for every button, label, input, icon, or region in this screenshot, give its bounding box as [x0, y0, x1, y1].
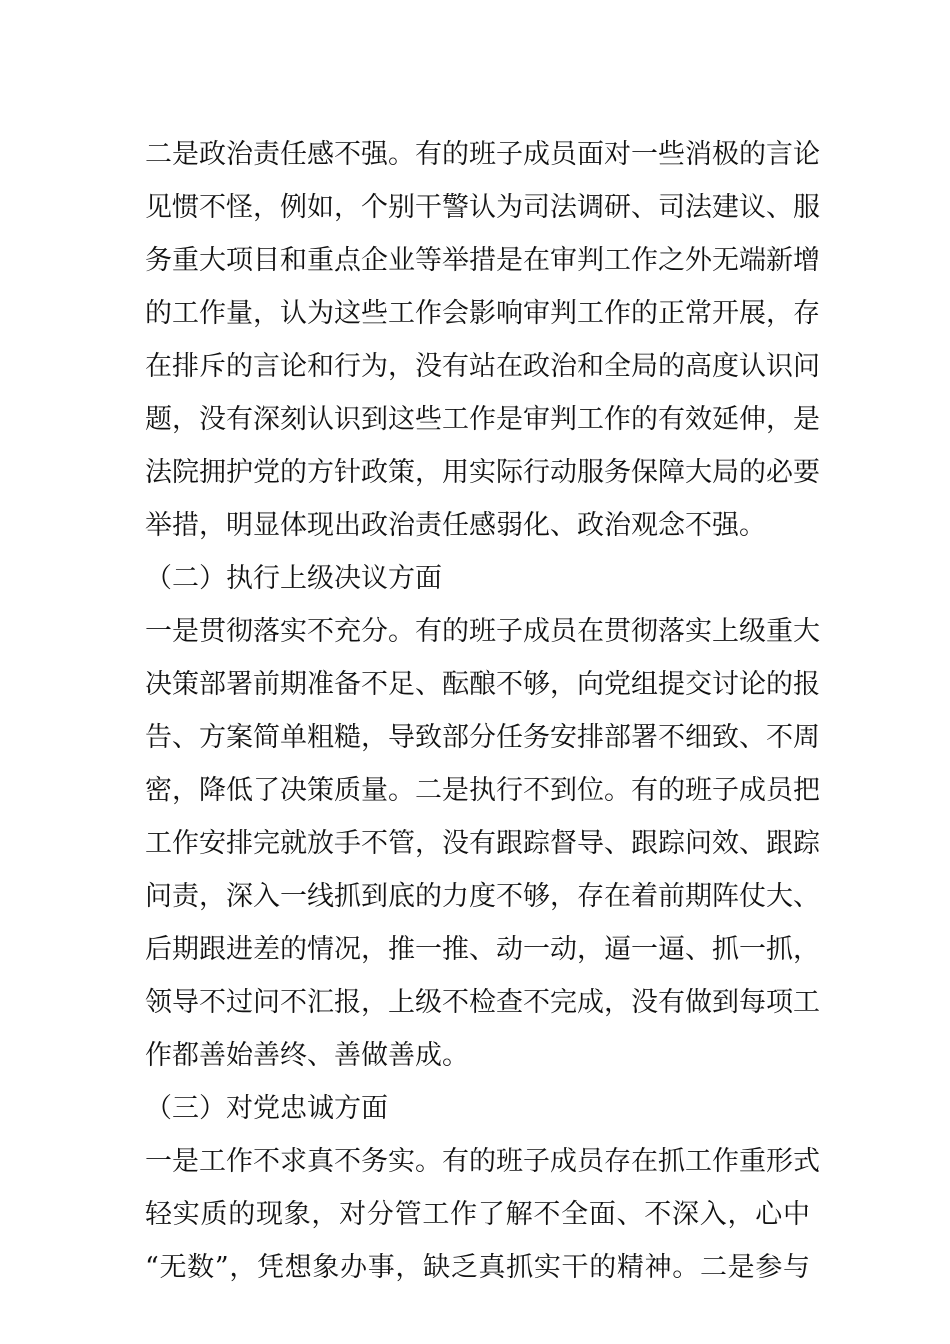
text-line: 后期跟进差的情况，推一推、动一动，逼一逼、抓一抓，	[145, 934, 820, 965]
text-line: 决策部署前期准备不足、酝酿不够，向党组提交讨论的报	[145, 669, 820, 700]
text-line: 二是政治责任感不强。有的班子成员面对一些消极的言论	[145, 139, 820, 170]
text-line: 一是贯彻落实不充分。有的班子成员在贯彻落实上级重大	[145, 616, 820, 647]
text-line: 工作安排完就放手不管，没有跟踪督导、跟踪问效、跟踪	[145, 828, 820, 859]
section-heading: （二）执行上级决议方面	[145, 563, 442, 594]
text-line: 见惯不怪，例如，个别干警认为司法调研、司法建议、服	[145, 192, 820, 223]
text-line: 问责，深入一线抓到底的力度不够，存在着前期阵仗大、	[145, 881, 820, 912]
text-line: 法院拥护党的方针政策，用实际行动服务保障大局的必要	[145, 457, 820, 488]
text-line: 密，降低了决策质量。二是执行不到位。有的班子成员把	[145, 775, 820, 806]
text-line: 领导不过问不汇报，上级不检查不完成，没有做到每项工	[145, 987, 820, 1018]
text-line: 一是工作不求真不务实。有的班子成员存在抓工作重形式	[145, 1146, 820, 1177]
section-heading: （三）对党忠诚方面	[145, 1093, 388, 1124]
text-line: 作都善始善终、善做善成。	[145, 1040, 469, 1071]
document-body	[145, 128, 820, 1294]
text-line: 在排斥的言论和行为，没有站在政治和全局的高度认识问	[145, 351, 820, 382]
text-line: 举措，明显体现出政治责任感弱化、政治观念不强。	[145, 510, 766, 541]
text-line: 的工作量，认为这些工作会影响审判工作的正常开展，存	[145, 298, 820, 329]
text-line: 告、方案简单粗糙，导致部分任务安排部署不细致、不周	[145, 722, 820, 753]
text-line: “无数”，凭想象办事，缺乏真抓实干的精神。二是参与	[145, 1252, 810, 1283]
text-line: 务重大项目和重点企业等举措是在审判工作之外无端新增	[145, 245, 820, 276]
text-line: 题，没有深刻认识到这些工作是审判工作的有效延伸，是	[145, 404, 820, 435]
text-line: 轻实质的现象，对分管工作了解不全面、不深入，心中	[145, 1199, 810, 1230]
